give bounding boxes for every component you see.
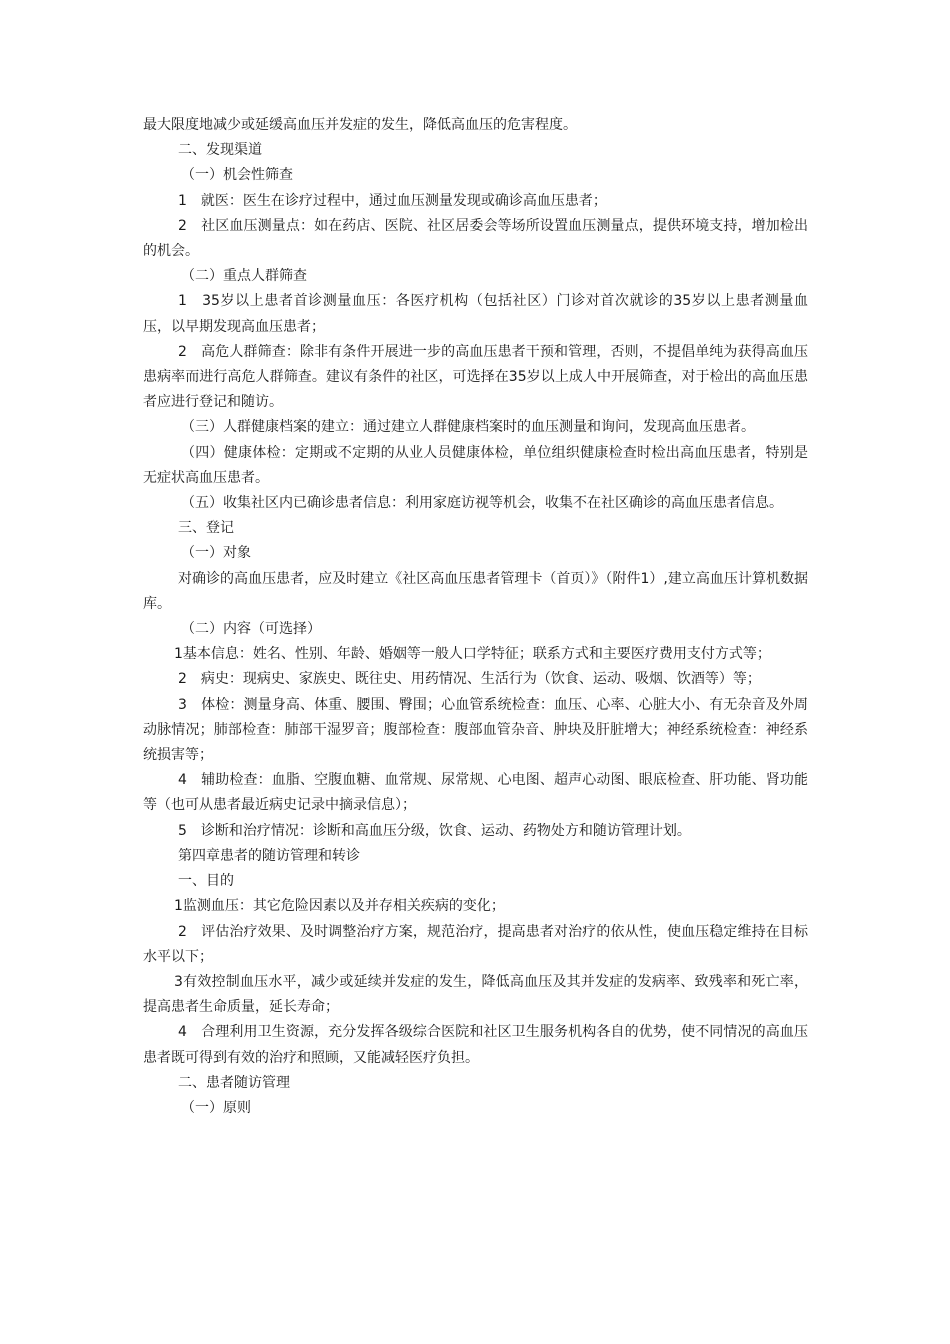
paragraph: （三）人群健康档案的建立：通过建立人群健康档案时的血压测量和询问，发现高血压患者。	[181, 419, 755, 436]
list-item: 4 合理利用卫生资源，充分发挥各级综合医院和社区卫生服务机构各自的优势，使不同情况的高血压患者既可得到有效的治疗和照顾，又能减轻医疗负担。	[143, 1024, 808, 1066]
paragraph: （四）健康体检：定期或不定期的从业人员健康体检，单位组织健康检查时检出高血压患者，特别是无症状高血压患者。	[143, 444, 808, 486]
list-item: 2 评估治疗效果、及时调整治疗方案，规范治疗，提高患者对治疗的依从性，使血压稳定维持在目标水平以下；	[143, 923, 808, 965]
list-item: 2 高危人群筛查：除非有条件开展进一步的高血压患者干预和管理，否则，不提倡单纯为获得高血压患病率而进行高危人群筛查。建议有条件的社区，可选择在35岁以上成人中开展筛查，对于检出的高血压患者应进行登记和随访。	[143, 343, 808, 411]
document-body	[143, 113, 808, 1121]
section-heading-discovery-channels: 二、发现渠道	[178, 142, 262, 159]
paragraph: 最大限度地减少或延缓高血压并发症的发生，降低高血压的危害程度。	[143, 117, 577, 133]
list-item: 3有效控制血压水平，减少或延续并发症的发生，降低高血压及其并发症的发病率、致残率和死亡率，提高患者生命质量，延长寿命；	[143, 973, 808, 1016]
subsection-heading: （二）内容（可选择）	[181, 621, 321, 638]
list-item: 1监测血压：其它危险因素以及并存相关疾病的变化；	[174, 898, 505, 915]
list-item: 3 体检：测量身高、体重、腰围、臀围；心血管系统检查：血压、心率、心脏大小、有无杂音及外周动脉情况；肺部检查：肺部干湿罗音；腹部检查：腹部血管杂音、肿块及肝脏增大；神经系统检查：神经系统损害等；	[143, 696, 808, 764]
list-item: 5 诊断和治疗情况：诊断和高血压分级，饮食、运动、药物处方和随访管理计划。	[178, 822, 691, 839]
subsection-heading: （二）重点人群筛查	[181, 268, 307, 285]
list-item: 2 社区血压测量点：如在药店、医院、社区居委会等场所设置血压测量点，提供环境支持，增加检出的机会。	[143, 217, 808, 260]
section-heading-follow-up: 二、患者随访管理	[178, 1074, 290, 1091]
paragraph: 对确诊的高血压患者，应及时建立《社区高血压患者管理卡（首页）》（附件1）,建立高血压计算机数据库。	[143, 570, 808, 612]
list-item: 1 35岁以上患者首诊测量血压：各医疗机构（包括社区）门诊对首次就诊的35岁以上患者测量血压，以早期发现高血压患者；	[143, 293, 808, 335]
subsection-heading: （一）原则	[181, 1099, 251, 1116]
list-item: 2 病史：现病史、家族史、既往史、用药情况、生活行为（饮食、运动、吸烟、饮酒等）等；	[178, 671, 761, 688]
subsection-heading: （一）对象	[181, 545, 251, 562]
chapter-heading: 第四章患者的随访管理和转诊	[178, 847, 360, 864]
subsection-heading: （一）机会性筛查	[181, 167, 293, 184]
list-item: 1基本信息：姓名、性别、年龄、婚姻等一般人口学特征；联系方式和主要医疗费用支付方式等；	[174, 646, 771, 663]
list-item: 4 辅助检查：血脂、空腹血糖、血常规、尿常规、心电图、超声心动图、眼底检查、肝功能、肾功能等（也可从患者最近病史记录中摘录信息）；	[143, 772, 808, 814]
section-heading-registration: 三、登记	[178, 520, 234, 537]
paragraph: （五）收集社区内已确诊患者信息：利用家庭访视等机会，收集不在社区确诊的高血压患者信息。	[181, 495, 783, 512]
list-item: 1 就医：医生在诊疗过程中，通过血压测量发现或确诊高血压患者；	[178, 192, 607, 209]
section-heading-purpose: 一、目的	[178, 873, 234, 890]
